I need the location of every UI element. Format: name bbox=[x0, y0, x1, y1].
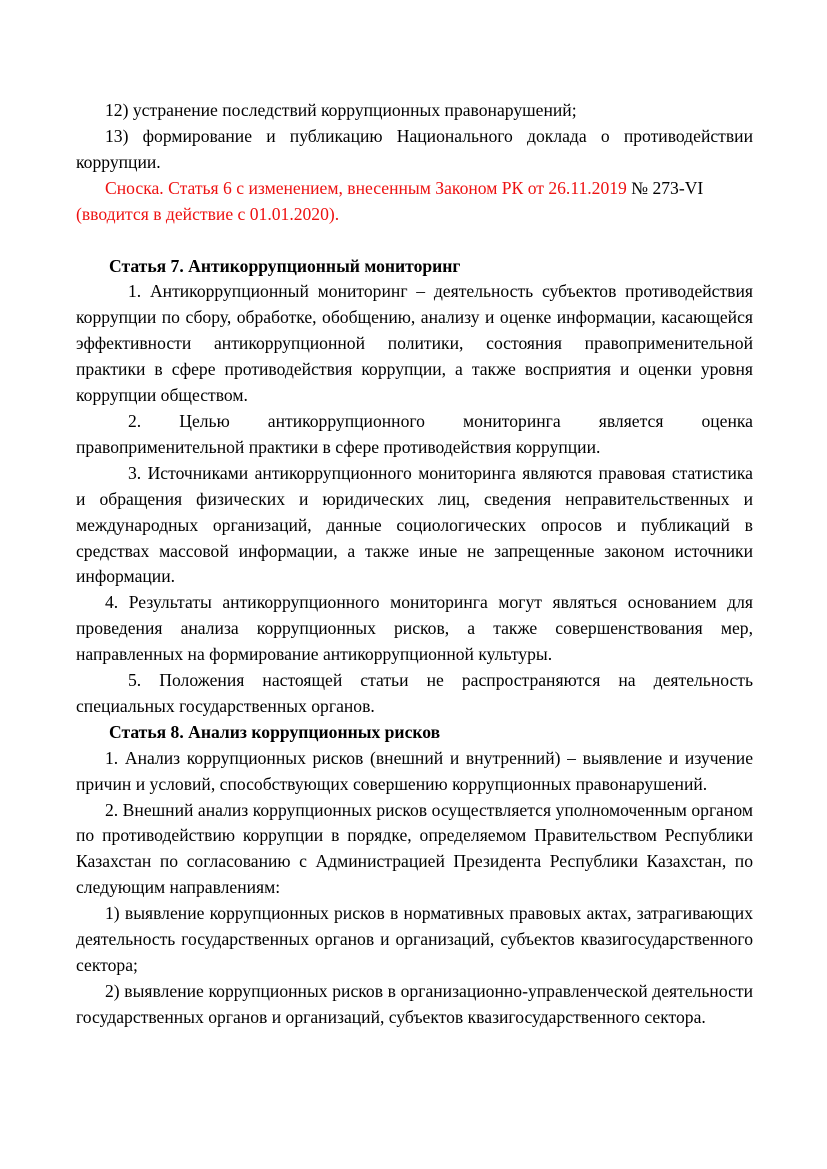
law-number-link[interactable]: № 273-VI bbox=[631, 177, 704, 198]
article-8-subitem-1: 1) выявление коррупционных рисков в нормативных правовых актах, затрагивающих деятельность государственных органов и организаций, субъектов квазигосударственного сектора; bbox=[76, 903, 753, 975]
article-8-title: Статья 8. Анализ коррупционных рисков bbox=[109, 721, 441, 742]
article-7-paragraph-3: 3. Источниками антикоррупционного мониторинга являются правовая статистика и обращения физических и юридических лиц, сведения неправительственных и международных организаций, данные социологических опросов и публикаций в средствах массовой информации, а также иные не запрещенные законом источники информации. bbox=[76, 462, 753, 587]
article-7-paragraph-5: 5. Положения настоящей статьи не распространяются на деятельность специальных государственных органов. bbox=[76, 670, 753, 716]
spacer bbox=[76, 228, 753, 254]
list-item: 13) формирование и публикацию Национального доклада о противодействии коррупции. bbox=[76, 125, 753, 172]
article-8-paragraph-2: 2. Внешний анализ коррупционных рисков осуществляется уполномоченным органом по противодействию коррупции в порядке, определяемом Правительством Республики Казахстан по согласованию с Администрацией Президента Республики Казахстан, по следующим направлениям: bbox=[76, 799, 753, 898]
article-7-paragraph-4: 4. Результаты антикоррупционного мониторинга могут являться основанием для проведения анализа коррупционных рисков, а также совершенствования мер, направленных на формирование антикоррупционной культуры. bbox=[76, 592, 753, 665]
article-8-paragraph-1: 1. Анализ коррупционных рисков (внешний и внутренний) – выявление и изучение причин и условий, способствующих совершению коррупционных правонарушений. bbox=[76, 747, 753, 794]
article-7-paragraph-1: 1. Антикоррупционный мониторинг – деятельность субъектов противодействия коррупции по сбору, обработке, обобщению, анализу и оценке информации, касающейся эффективности антикоррупционной политики, состояния правоприменительной практики в сфере противодействия коррупции, а также восприятия и оценки уровня коррупции обществом. bbox=[76, 281, 753, 406]
article-7-paragraph-2: 2. Целью антикоррупционного мониторинга является оценка правоприменительной практики в сфере противодействия коррупции. bbox=[76, 410, 753, 457]
list-item: 12) устранение последствий коррупционных правонарушений; bbox=[105, 100, 577, 120]
article-8-subitem-2: 2) выявление коррупционных рисков в организационно-управленческой деятельности государственных органов и организаций, субъектов квазигосударственного сектора. bbox=[76, 980, 753, 1027]
footnote bbox=[76, 176, 753, 228]
document-page bbox=[76, 98, 753, 1031]
footnote-effective-date: (вводится в действие с 01.01.2020). bbox=[76, 203, 340, 224]
footnote-text: Сноска. Статья 6 с изменением, внесенным Законом РК от 26.11.2019 bbox=[105, 177, 627, 198]
article-7-title: Статья 7. Антикоррупционный мониторинг bbox=[109, 255, 461, 276]
